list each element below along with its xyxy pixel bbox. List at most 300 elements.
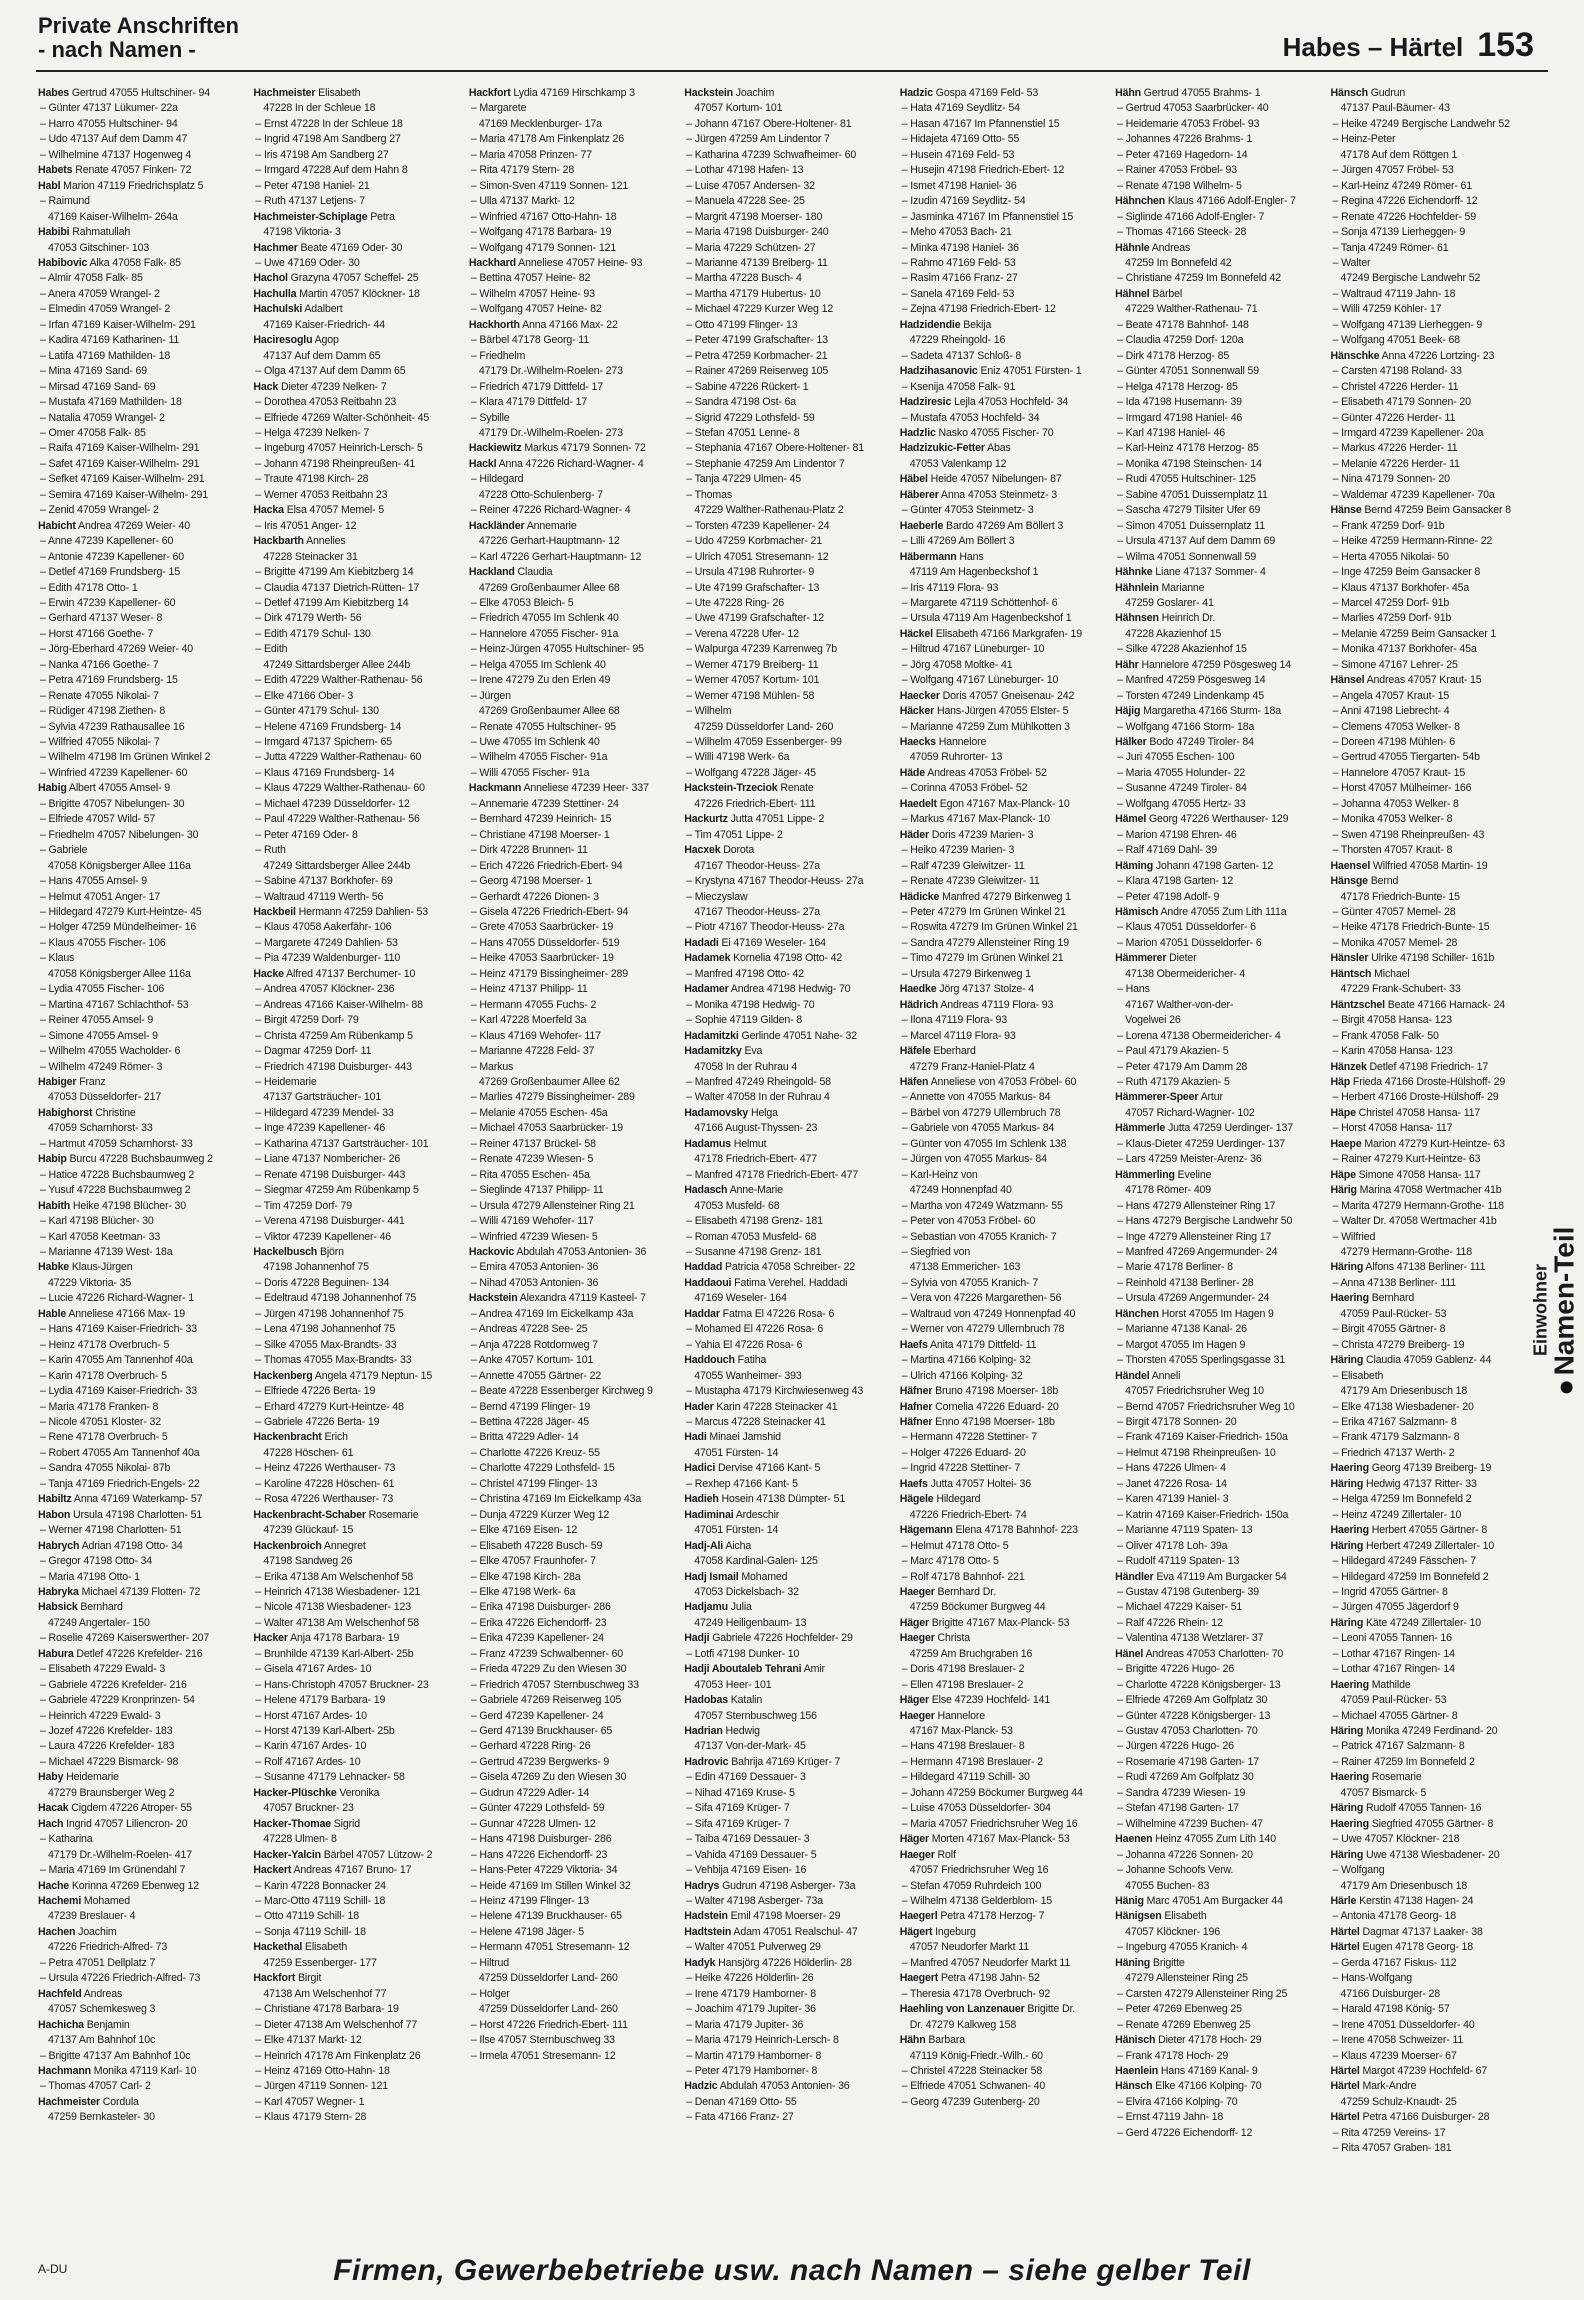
entry-text: – Günter 47226 Herder- 11 [1332, 411, 1456, 424]
directory-entry [469, 1152, 666, 1167]
directory-entry [38, 132, 235, 147]
entry-text: 47053 Heer- 101 [694, 1678, 772, 1691]
surname: Häp [1330, 1076, 1351, 1088]
entry-text: – Thorsten 47055 Sperlingsgasse 31 [1117, 1354, 1285, 1367]
entry-text: Benjamin [86, 2018, 130, 2031]
entry-text: – Jasminka 47167 Im Pfannenstiel 15 [901, 210, 1074, 223]
directory-entry [38, 1570, 235, 1585]
surname: Hackenbracht [253, 1431, 322, 1444]
directory-entry [38, 1461, 235, 1476]
entry-text: – Martha 47228 Busch- 4 [686, 272, 802, 285]
entry-text: Gabriele 47226 Hochfelder- 29 [712, 1632, 853, 1645]
directory-entry [38, 1956, 235, 1971]
entry-text: – Gabriele 47226 Berta- 19 [255, 1415, 380, 1428]
entry-text: – Raimund [40, 195, 90, 208]
directory-entry [469, 1863, 666, 1878]
entry-text: – Hannelore 47055 Fischer- 91a [470, 627, 619, 640]
directory-entry [1331, 1678, 1528, 1693]
surname: Haenen [1115, 1833, 1153, 1846]
directory-entry [684, 1739, 881, 1754]
directory-entry [900, 364, 1097, 379]
directory-entry [1115, 163, 1312, 178]
directory-entry [1331, 1369, 1528, 1384]
entry-text: Andreas [1151, 241, 1191, 254]
directory-entry [38, 1848, 235, 1863]
surname: Hackert [253, 1864, 292, 1877]
directory-entry [684, 210, 881, 225]
directory-entry [684, 1214, 881, 1229]
entry-text: – Anja 47228 Rotdornweg 7 [470, 1338, 598, 1351]
directory-entry [38, 441, 235, 456]
directory-entry [1331, 1894, 1528, 1909]
entry-text: Claudia 47059 Gablenz- 44 [1365, 1354, 1492, 1367]
directory-entry [1331, 1616, 1528, 1631]
entry-text: – Bettina 47228 Jäger- 45 [470, 1415, 590, 1428]
directory-entry [1331, 1400, 1528, 1415]
entry-text: Else 47239 Hochfeld- 141 [931, 1694, 1051, 1707]
directory-entry [1331, 488, 1528, 503]
directory-entry [1115, 1879, 1312, 1894]
entry-text: Kornelia 47198 Otto- 42 [733, 952, 843, 965]
directory-entry [469, 302, 666, 317]
surname: Haering [1330, 1817, 1369, 1830]
entry-text: – Klara 47179 Dittfeld- 17 [470, 396, 588, 409]
directory-entry [253, 1168, 450, 1183]
directory-entry [1331, 874, 1528, 889]
directory-entry [38, 704, 235, 719]
entry-text: – Annemarie 47239 Stettiner- 24 [470, 797, 619, 810]
surname: Hachmeister-Schiplage [253, 210, 368, 223]
directory-entry [469, 1848, 666, 1863]
entry-text: – Heinz 47137 Philipp- 11 [470, 983, 588, 996]
entry-text: Michael [1374, 967, 1410, 980]
directory-entry [469, 1925, 666, 1940]
directory-entry [1331, 859, 1528, 874]
entry-text: Barbara [928, 2034, 966, 2047]
entry-text: – Traute 47198 Kirch- 28 [255, 473, 369, 486]
entry-text: – Lydia 47055 Fischer- 106 [40, 983, 165, 996]
entry-text: – Gerhard 47137 Weser- 8 [40, 612, 163, 625]
directory-entry [1115, 982, 1312, 997]
directory-entry [253, 1848, 450, 1863]
directory-entry [253, 1585, 450, 1600]
entry-text: – Willi 47259 Köhler- 17 [1332, 303, 1442, 316]
directory-entry [900, 318, 1097, 333]
entry-text: – Karl 47057 Wegner- 1 [255, 2095, 365, 2108]
entry-text: – Heinz-Jürgen 47055 Hultschiner- 95 [470, 643, 644, 656]
entry-text: Hans 47169 Kanal- 9 [1160, 2065, 1258, 2077]
directory-entry [469, 1709, 666, 1724]
entry-text: – Sandra 47055 Nikolai- 87b [40, 1462, 171, 1475]
entry-text: – Jürgen 47055 Jägerdorf 9 [1332, 1601, 1459, 1614]
entry-text: – Karl 47198 Haniel- 46 [1117, 426, 1225, 439]
entry-text: – Karin 47167 Ardes- 10 [255, 1740, 367, 1753]
entry-text: – Marcel 47119 Flora- 93 [901, 1029, 1016, 1042]
entry-text: – Rahmo 47169 Feld- 53 [901, 256, 1016, 269]
directory-entry [684, 967, 881, 982]
directory-entry [253, 1539, 450, 1554]
directory-entry [38, 967, 235, 982]
directory-entry [684, 890, 881, 905]
surname: Habke [38, 1261, 70, 1274]
surname: Härig [1330, 1184, 1357, 1197]
entry-text: Uwe 47138 Wiesbadener- 20 [1365, 1848, 1500, 1861]
surname: Hachmeister [38, 2095, 100, 2108]
directory-entry [1331, 1523, 1528, 1538]
entry-text: – Dirk 47178 Herzog- 85 [1117, 349, 1230, 362]
entry-text: – Detlef 47199 Am Kiebitzberg 14 [255, 596, 409, 609]
directory-entry [1331, 534, 1528, 549]
directory-entry [1331, 936, 1528, 951]
surname: Hackl [468, 457, 497, 470]
directory-entry [684, 1940, 881, 1955]
directory-entry [469, 1554, 666, 1569]
directory-entry [1331, 1925, 1528, 1940]
entry-text: – Lothar 47167 Ringen- 14 [1332, 1663, 1455, 1676]
entry-text: Hedwig 47137 Ritter- 33 [1365, 1477, 1477, 1490]
directory-entry [1115, 271, 1312, 286]
footer-note: Firmen, Gewerbebetriebe usw. nach Namen – siehe gelber Teil [333, 2254, 1251, 2287]
entry-text: – Irmgard 47137 Spichern- 65 [255, 736, 392, 749]
directory-entry [38, 1029, 235, 1044]
directory-entry [900, 890, 1097, 905]
directory-entry [1115, 1353, 1312, 1368]
directory-entry [684, 1585, 881, 1600]
entry-text: Anneliese von 47053 Fröbel- 60 [930, 1076, 1077, 1088]
entry-text: – Uwe 47055 Im Schlenk 40 [470, 736, 600, 749]
section-subtitle: - nach Namen - [38, 37, 196, 63]
directory-entry [253, 1461, 450, 1476]
entry-text: Lejla 47053 Hochfeld- 34 [953, 396, 1069, 409]
directory-entry [38, 1600, 235, 1615]
directory-entry [253, 1909, 450, 1924]
entry-text: – Wolfgang 47055 Hertz- 33 [1117, 797, 1246, 810]
directory-entry [684, 148, 881, 163]
directory-entry [38, 1060, 235, 1075]
entry-text: – Ulla 47137 Markt- 12 [470, 195, 575, 208]
entry-text: – Willi 47169 Wehofer- 117 [470, 1215, 594, 1228]
directory-entry [900, 1075, 1097, 1090]
surname: Habrych [38, 1539, 80, 1552]
entry-text: – Irmela 47051 Stresemann- 12 [470, 2049, 616, 2062]
entry-text: – Elfriede 47269 Am Golfplatz 30 [1117, 1694, 1268, 1707]
directory-entry [1331, 1739, 1528, 1754]
directory-entry [1331, 1168, 1528, 1183]
entry-text: 47166 August-Thyssen- 23 [694, 1122, 818, 1135]
directory-entry [1331, 2002, 1528, 2017]
entry-text: – Claudia 47137 Dietrich-Rütten- 17 [255, 581, 420, 594]
surname: Häntsch [1330, 967, 1372, 980]
entry-text: Hannelore [937, 1709, 986, 1722]
directory-entry [253, 1786, 450, 1801]
entry-text: 47053 Gitschiner- 103 [48, 241, 150, 254]
directory-entry [38, 1709, 235, 1724]
entry-text: – Hartmut 47059 Scharnhorst- 33 [40, 1137, 193, 1150]
directory-entry [684, 1060, 881, 1075]
directory-entry [1331, 1554, 1528, 1569]
directory-entry [38, 1090, 235, 1105]
directory-entry [253, 1400, 450, 1415]
entry-text: – Renate 47198 Wilhelm- 5 [1117, 179, 1242, 192]
directory-entry [1115, 1400, 1312, 1415]
surname: Habicht [38, 519, 76, 532]
surname: Hachfeld [38, 1987, 82, 2000]
directory-entry [684, 596, 881, 611]
directory-entry [38, 550, 235, 565]
surname: Hähnchen [1115, 195, 1166, 208]
entry-text: – Brigitte 47137 Am Bahnhof 10c [40, 2049, 191, 2062]
surname: Häring [1330, 1477, 1364, 1490]
entry-text: – Almir 47058 Falk- 85 [40, 272, 143, 285]
surname: Haepe [1330, 1137, 1362, 1150]
directory-entry [684, 1152, 881, 1167]
entry-text: – Maria 47198 Duisburger- 240 [686, 226, 829, 239]
entry-text: Doris 47057 Gneisenau- 242 [942, 689, 1075, 702]
entry-text: – Taiba 47169 Dessauer- 3 [686, 1833, 810, 1846]
surname: Habith [38, 1199, 71, 1212]
entry-text: – Holger [470, 1987, 510, 2000]
directory-entry [684, 1461, 881, 1476]
entry-text: – Sylvia 47239 Rathausallee 16 [40, 720, 185, 733]
directory-entry [1115, 210, 1312, 225]
directory-entry [1331, 1863, 1528, 1878]
surname: Hachmeister [253, 87, 316, 99]
surname: Hänzek [1330, 1060, 1367, 1073]
directory-entry [900, 627, 1097, 642]
directory-entry [469, 642, 666, 657]
entry-text: – Bernd 47057 Friedrichsruher Weg 10 [1117, 1400, 1295, 1413]
section-tab-line1: Einwohner [1530, 1263, 1551, 1357]
directory-entry [1331, 117, 1528, 132]
directory-entry [253, 333, 450, 348]
directory-entry [900, 967, 1097, 982]
directory-entry [900, 2049, 1097, 2064]
entry-text: Andre 47055 Zum Lith 111a [1160, 906, 1287, 919]
directory-entry [900, 1446, 1097, 1461]
entry-text: 47057 Friedrichsruher Weg 16 [909, 1864, 1049, 1877]
directory-entry [253, 905, 450, 920]
entry-text: – Safet 47169 Kaiser-Wilhelm- 291 [40, 457, 200, 470]
directory-entry [469, 1384, 666, 1399]
entry-text: – Friedrich 47179 Dittfeld- 17 [470, 380, 603, 393]
directory-entry [1115, 1832, 1312, 1847]
entry-text: Petra 47166 Duisburger- 28 [1362, 2111, 1490, 2124]
entry-text: – Jörg-Eberhard 47269 Weier- 40 [40, 643, 193, 656]
surname: Hädicke [899, 890, 940, 903]
entry-text: Marina 47058 Wertmacher 41b [1359, 1184, 1502, 1197]
directory-entry [469, 1075, 666, 1090]
directory-entry [900, 982, 1097, 997]
entry-text: – Elisabeth 47229 Ewald- 3 [40, 1663, 166, 1676]
entry-text: – Hans 47198 Breslauer- 8 [901, 1740, 1025, 1753]
entry-text: – Iris 47051 Anger- 12 [255, 519, 357, 532]
surname: Hadzlic [899, 426, 936, 439]
entry-text: Korinna 47269 Ebenweg 12 [71, 1879, 200, 1892]
entry-text: 47169 Weseler- 164 [694, 1292, 787, 1305]
entry-text: Angela 47179 Neptun- 15 [314, 1369, 433, 1382]
entry-text: 47178 Friedrich-Ebert- 477 [694, 1153, 817, 1166]
entry-text: – Petra 47169 Frundsberg- 15 [40, 674, 178, 687]
directory-entry [900, 1384, 1097, 1399]
entry-text: – Maria 47178 Am Finkenplatz 26 [470, 133, 625, 146]
entry-text: – Ute 47199 Grafschafter- 13 [686, 581, 820, 594]
directory-entry [900, 395, 1097, 410]
entry-text: Ingrid 47057 Liliencron- 20 [66, 1817, 188, 1830]
entry-text: – Robert 47055 Am Tannenhof 40a [40, 1446, 200, 1459]
entry-text: 47269 Großenbaumer Allee 68 [478, 581, 620, 594]
surname: Hackstein-Trzeciok [684, 782, 778, 795]
entry-text: – Elfriede 47226 Berta- 19 [255, 1385, 376, 1398]
entry-text: – Heinz 47199 Flinger- 13 [470, 1895, 589, 1908]
directory-entry [253, 1276, 450, 1291]
surname: Haedke [899, 983, 937, 996]
entry-text: – Elfriede 47269 Walter-Schönheit- 45 [255, 411, 430, 424]
surname: Hälker [1115, 736, 1147, 749]
entry-text: – Katrin 47169 Kaiser-Friedrich- 150a [1117, 1508, 1289, 1521]
entry-text: – Oliver 47178 Loh- 39a [1117, 1539, 1228, 1552]
directory-entry [469, 1786, 666, 1801]
entry-text: – Tanja 47229 Ulmen- 45 [686, 473, 801, 486]
entry-text: Burcu 47228 Buchsbaumweg 2 [69, 1153, 213, 1166]
entry-text: – Walpurga 47239 Karrenweg 7b [686, 643, 837, 656]
directory-entry [253, 1121, 450, 1136]
directory-entry [900, 596, 1097, 611]
entry-text: – Mustafa 47053 Hochfeld- 34 [901, 411, 1040, 424]
entry-text: – Elke 47166 Ober- 3 [255, 689, 354, 702]
directory-entry [1331, 565, 1528, 580]
directory-entry [253, 874, 450, 889]
directory-entry [469, 920, 666, 935]
entry-text: Anna 47053 Steinmetz- 3 [940, 488, 1058, 501]
surname: Hadrian [684, 1725, 723, 1738]
entry-text: – Emira 47053 Antonien- 36 [470, 1261, 599, 1274]
surname: Häfner [899, 1415, 933, 1428]
directory-entry [469, 1724, 666, 1739]
entry-text: – Heinrich 47178 Am Finkenplatz 26 [255, 2049, 421, 2062]
entry-text: 47228 Höschen- 61 [263, 1446, 354, 1459]
directory-entry [38, 1137, 235, 1152]
directory-entry [469, 1631, 666, 1646]
surname: Hänig [1115, 1895, 1144, 1908]
directory-entry [469, 1600, 666, 1615]
directory-entry [900, 256, 1097, 271]
directory-entry [38, 766, 235, 781]
directory-entry [469, 411, 666, 426]
entry-text: Helmut [733, 1137, 767, 1150]
entry-text: – Irmgard 47228 Auf dem Hahn 8 [255, 164, 408, 177]
directory-entry [1331, 1987, 1528, 2002]
surname: Hacker-Thomae [253, 1817, 331, 1830]
directory-entry [38, 117, 235, 132]
directory-entry [38, 1693, 235, 1708]
directory-entry [253, 1199, 450, 1214]
entry-text: – Michael 47053 Saarbrücker- 19 [470, 1122, 623, 1135]
directory-entry [469, 333, 666, 348]
directory-entry [900, 611, 1097, 626]
entry-text: – Jürgen 47057 Fröbel- 53 [1332, 164, 1454, 177]
directory-entry [469, 1291, 666, 1306]
directory-entry [469, 1400, 666, 1415]
entry-text: – Otto 47199 Flinger- 13 [686, 318, 798, 331]
entry-text: 47259 Bernkasteler- 30 [48, 2111, 155, 2124]
directory-entry [1115, 1260, 1312, 1275]
entry-text: Mohamed [741, 1570, 788, 1583]
surname: Habig [38, 782, 67, 795]
directory-entry [38, 1585, 235, 1600]
surname: Hachmann [38, 2065, 91, 2077]
directory-entry [1331, 1770, 1528, 1785]
directory-entry [253, 1477, 450, 1492]
directory-entry [1115, 1461, 1312, 1476]
entry-text: Klaus-Jürgen [71, 1261, 133, 1274]
directory-entry [1115, 2033, 1312, 2048]
directory-entry [1115, 380, 1312, 395]
directory-entry [900, 2064, 1097, 2079]
directory-entry [253, 1060, 450, 1075]
entry-text: – Erhard 47279 Kurt-Heintze- 48 [255, 1400, 404, 1413]
directory-entry [253, 998, 450, 1013]
entry-text: – Angela 47057 Kraut- 15 [1332, 689, 1450, 702]
directory-entry [469, 519, 666, 534]
directory-entry [253, 1384, 450, 1399]
directory-entry [1115, 1817, 1312, 1832]
directory-entry [1115, 225, 1312, 240]
entry-text: – Sadeta 47137 Schloß- 8 [901, 349, 1022, 362]
entry-text: Hosein 47138 Dümpter- 51 [721, 1493, 846, 1506]
surname: Hader [684, 1400, 714, 1413]
directory-entry [38, 859, 235, 874]
entry-text: – Irene 47179 Hamborner- 8 [686, 1987, 817, 2000]
entry-text: – Antonia 47178 Georg- 18 [1332, 1910, 1457, 1923]
entry-text: – Beate 47228 Essenberger Kirchweg 9 [470, 1385, 653, 1398]
entry-text: – Regina 47226 Eichendorff- 12 [1332, 195, 1478, 208]
entry-text: – Friedhelm [470, 349, 526, 362]
entry-text: 47228 Akazienhof 15 [1125, 627, 1222, 640]
directory-entry [38, 1214, 235, 1229]
surname: Häning [1115, 1956, 1151, 1969]
directory-entry [38, 1987, 235, 2002]
entry-text: – Birgit 47259 Dorf- 79 [255, 1014, 359, 1027]
directory-entry [1331, 225, 1528, 240]
directory-entry [900, 936, 1097, 951]
entry-text: – Dunja 47229 Kurzer Weg 12 [470, 1508, 610, 1521]
directory-entry [38, 457, 235, 472]
directory-entry [469, 1121, 666, 1136]
directory-entry [1115, 1090, 1312, 1105]
directory-entry [1115, 1755, 1312, 1770]
directory-entry [1115, 581, 1312, 596]
directory-entry [1331, 2141, 1528, 2156]
entry-text: – Karin 47178 Overbruch- 5 [40, 1369, 167, 1382]
directory-entry [900, 457, 1097, 472]
directory-entry [469, 627, 666, 642]
directory-entry [469, 1260, 666, 1275]
directory-entry [253, 1492, 450, 1507]
entry-text: – Johanna 47226 Sonnen- 20 [1117, 1848, 1253, 1861]
entry-text: 47239 Breslauer- 4 [48, 1910, 136, 1923]
directory-entry [900, 426, 1097, 441]
entry-text: 47198 Sandweg 26 [263, 1555, 353, 1568]
entry-text: Emil 47198 Moerser- 29 [730, 1910, 841, 1923]
entry-text: – Sabine 47137 Borkhofer- 69 [255, 875, 393, 888]
entry-text: Johann 47198 Garten- 12 [1155, 859, 1274, 872]
directory-entry [900, 1724, 1097, 1739]
directory-entry [38, 1739, 235, 1754]
entry-text: Käte 47249 Zillertaler- 10 [1365, 1616, 1482, 1629]
directory-entry [900, 1060, 1097, 1075]
surname: Hackhorth [468, 318, 520, 331]
directory-entry [469, 550, 666, 565]
